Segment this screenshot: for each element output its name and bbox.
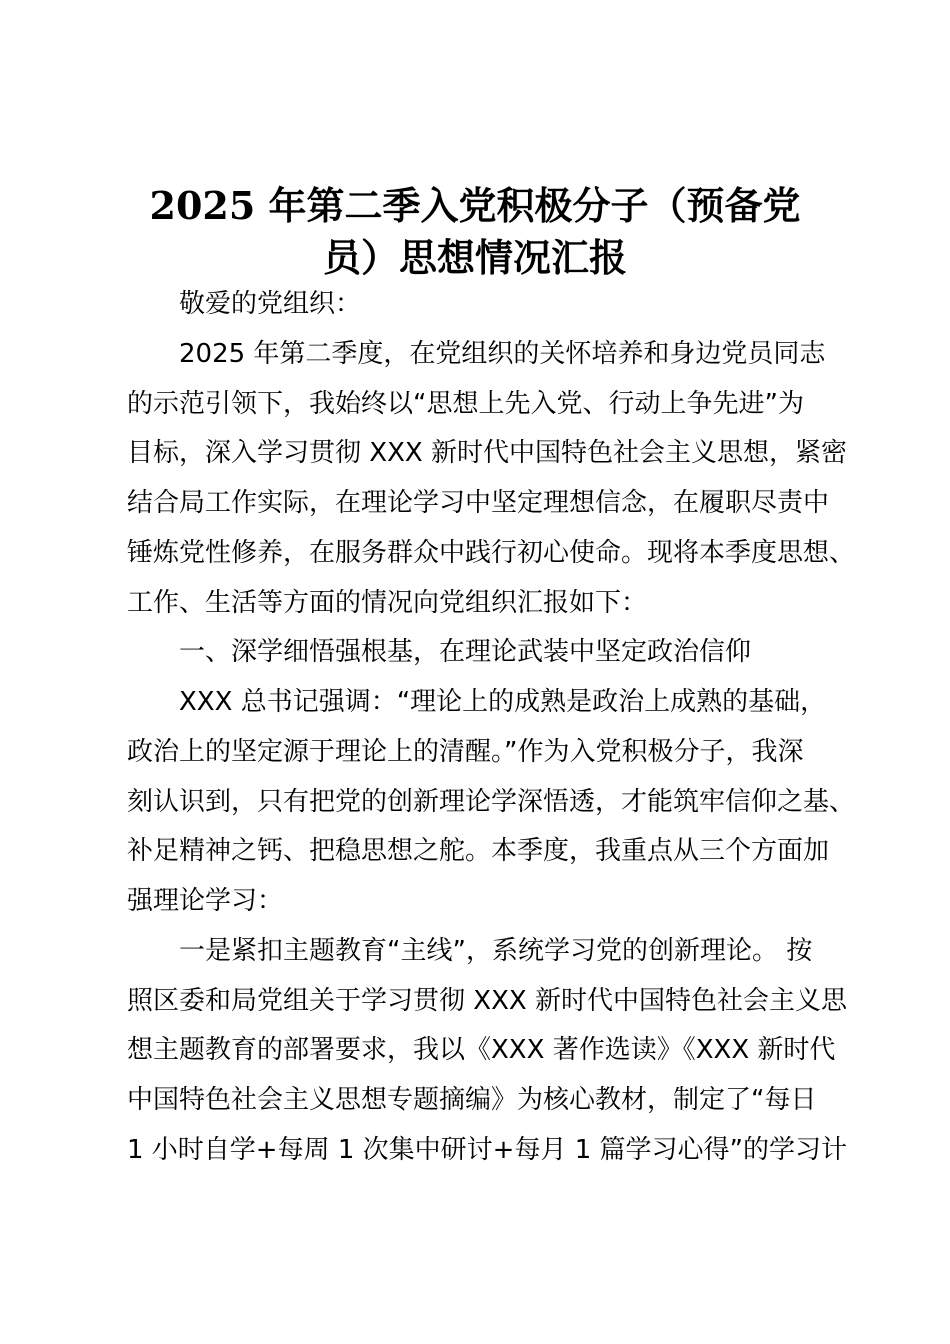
paragraph-line: 强理论学习： <box>127 886 284 916</box>
paragraph-line: 中国特色社会主义思想专题摘编》为核心教材，制定了“每日 <box>127 1085 817 1115</box>
section-heading: 一、深学细悟强根基，在理论武装中坚定政治信仰 <box>179 637 752 667</box>
paragraph-line: 政治上的坚定源于理论上的清醒。”作为入党积极分子，我深 <box>127 737 804 767</box>
document-title-line-2: 员）思想情况汇报 <box>322 235 627 280</box>
paragraph-line: 结合局工作实际，在理论学习中坚定理想信念，在履职尽责中 <box>127 488 830 518</box>
paragraph-line: 照区委和局党组关于学习贯彻 XXX 新时代中国特色社会主义思 <box>127 986 847 1016</box>
paragraph-line: 补足精神之钙、把稳思想之舵。本季度，我重点从三个方面加 <box>127 836 830 866</box>
paragraph-line: 一是紧扣主题教育“主线”，系统学习党的创新理论。 按 <box>179 936 813 966</box>
salutation: 敬爱的党组织： <box>179 289 362 319</box>
document-title-line-1: 2025 年第二季入党积极分子（预备党 <box>149 183 801 228</box>
paragraph-line: 刻认识到，只有把党的创新理论学深悟透，才能筑牢信仰之基、 <box>127 787 856 817</box>
paragraph-line: 锤炼党性修养，在服务群众中践行初心使命。现将本季度思想、 <box>127 538 856 568</box>
paragraph-line: 2025 年第二季度，在党组织的关怀培养和身边党员同志 <box>179 339 826 369</box>
paragraph-line: XXX 总书记强调：“理论上的成熟是政治上成熟的基础， <box>179 687 827 717</box>
paragraph-line: 的示范引领下，我始终以“思想上先入党、行动上争先进”为 <box>127 389 804 419</box>
paragraph-line: 想主题教育的部署要求，我以《XXX 著作选读》《XXX 新时代 <box>127 1035 836 1065</box>
paragraph-line: 目标，深入学习贯彻 XXX 新时代中国特色社会主义思想，紧密 <box>127 438 847 468</box>
paragraph-line: 1 小时自学+每周 1 次集中研讨+每月 1 篇学习心得”的学习计 <box>127 1135 847 1165</box>
paragraph-line: 工作、生活等方面的情况向党组织汇报如下： <box>127 588 648 618</box>
